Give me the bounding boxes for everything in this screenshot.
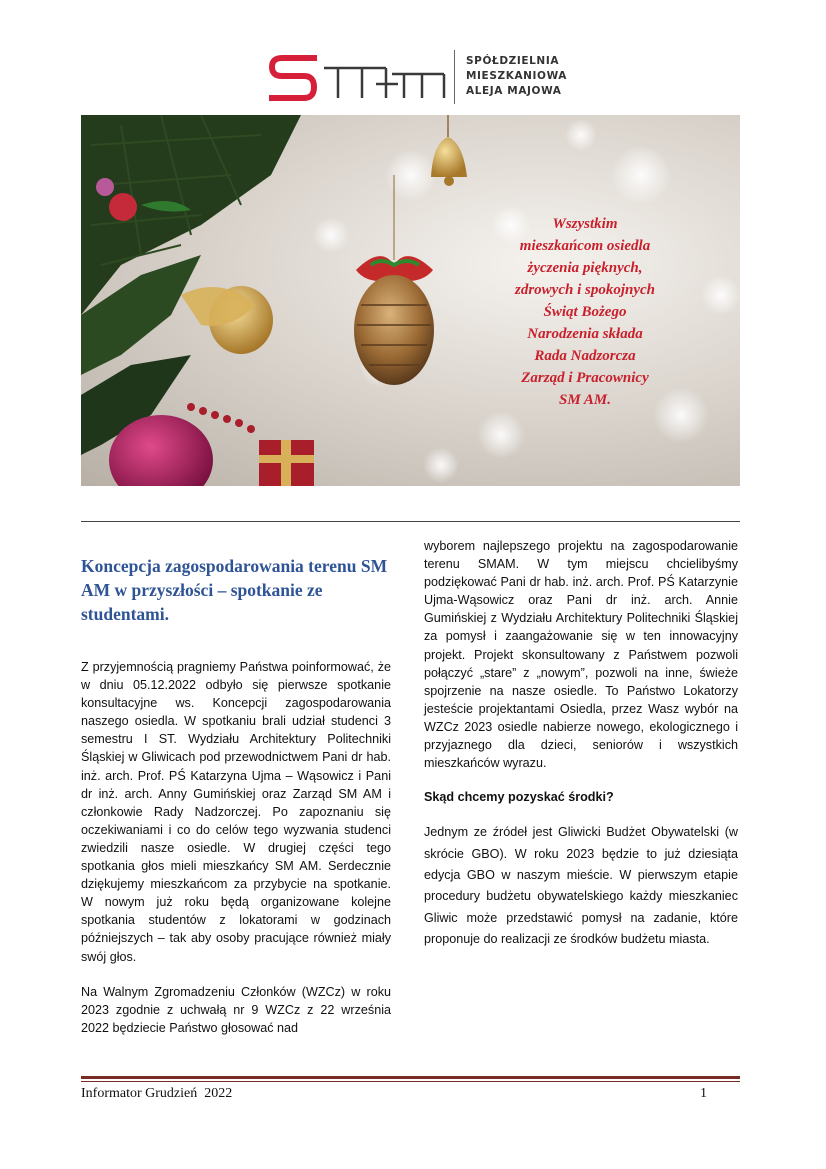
christmas-greeting bbox=[470, 213, 700, 411]
article-paragraph: Jednym ze źródeł jest Gliwicki Budżet Obywatelski (w skrócie GBO). W roku 2023 będzie to już dziesiąta edycja GBO w naszym mieście. W pierwszym etapie procedury budżetu obywatelskiego każdy mieszkaniec Gliwic może przedstawić pomysł na zadanie, które proponuje do realizacji ze środków budżetu miasta. bbox=[424, 825, 738, 947]
gold-ribbon-ornament bbox=[181, 286, 273, 354]
logo-divider bbox=[454, 50, 455, 104]
greeting-line: Zarząd i Pracownicy bbox=[521, 370, 649, 386]
left-column bbox=[81, 537, 391, 1037]
article-paragraph: Na Walnym Zgromadzeniu Członków (WZCz) w roku 2023 zgodnie z uchwałą nr 9 WZCz z 22 września 2022 będziecie Państwo głosować nad bbox=[81, 984, 391, 1035]
article-title: Koncepcja zagospodarowania terenu SM AM w przyszłości – spotkanie ze studentami. bbox=[81, 556, 388, 624]
pinecone-ornament bbox=[354, 175, 434, 385]
logo-line: SPÓŁDZIELNIA bbox=[466, 55, 560, 67]
section-divider bbox=[81, 521, 740, 522]
greeting-line: życzenia pięknych, bbox=[527, 260, 643, 276]
gift-box bbox=[259, 440, 314, 486]
section-subheading: Skąd chcemy pozyskać środki? bbox=[424, 790, 614, 805]
logo-line: ALEJA MAJOWA bbox=[466, 85, 562, 97]
footer-rule-thin bbox=[81, 1081, 740, 1082]
logo-text bbox=[466, 54, 567, 99]
sm-am-logo-mark bbox=[268, 54, 448, 102]
greeting-line: zdrowych i spokojnych bbox=[514, 282, 655, 298]
greeting-line: Świąt Bożego bbox=[543, 304, 627, 320]
article-paragraph: wyborem najlepszego projektu na zagospodarowanie terenu SMAM. W tym miejscu chcielibyśmy podziękować Pani dr hab. inż. arch. Prof. PŚ Katarzynie Ujma-Wąsowicz oraz Pani dr inż. arch. Annie Gumińskiej z Wydziału Architektury Politechniki Śląskiej za pomysł i zaangażowanie się w ten innowacyjny projekt. Projekt skonsultowany z Państwem pozwoli połączyć „stare” z „nowym”, pozwoli na inne, świeże spojrzenie na nasze osiedle. To Państwo Lokatorzy jesteście projektantami Osiedla, przez Wasz wybór na WZCz 2023 osiedle nabierze nowego, ekologicznego i przyjaznego dla dzieci, seniorów i wszystkich mieszkańców wyrazu. bbox=[424, 539, 738, 771]
footer-rule bbox=[81, 1076, 740, 1079]
right-column bbox=[424, 537, 738, 951]
page-number: 1 bbox=[700, 1086, 707, 1101]
article-paragraph: Z przyjemnością pragniemy Państwa poinformować, że w dniu 05.12.2022 odbyło się pierwsze spotkanie konsultacyjne ws. Koncepcji zagospodarowania naszego osiedla. W spotkaniu brali udział studenci 3 semestru I ST. Wydziału Architektury Politechniki Śląskiej w Gliwicach pod przewodnictwem Pani dr hab. inż. arch. Prof. PŚ Katarzyna Ujma – Wąsowicz i Pani dr inż. arch. Anny Gumińskiej oraz Zarząd SM AM i członkowie Rady Nadzorczej. Po zapoznaniu się oczekiwaniami i co do celów tego wyzwania studenci zwiedzili nasze osiedle. W drugiej części tego spotkania głos mieli mieszkańcy SM AM. Serdecznie dziękujemy mieszkańcom za przybycie na spotkanie. W nowym już roku będą organizowane kolejne spotkania studentów z lokatorami w godzinach późniejszych – tak aby osoby pracujące również miały swój głos. bbox=[81, 660, 391, 964]
greeting-line: Wszystkim bbox=[552, 216, 618, 232]
logo-line: MIESZKANIOWA bbox=[466, 70, 568, 82]
gold-bell bbox=[431, 115, 467, 186]
logo bbox=[268, 50, 568, 106]
greeting-line: SM AM. bbox=[559, 392, 611, 408]
greeting-line: mieszkańcom osiedla bbox=[519, 238, 651, 254]
greeting-line: Rada Nadzorcza bbox=[534, 348, 636, 364]
footer-issue-label: Informator Grudzień 2022 bbox=[81, 1086, 233, 1101]
greeting-line: Narodzenia składa bbox=[527, 326, 643, 342]
christmas-hero-image bbox=[81, 115, 740, 486]
